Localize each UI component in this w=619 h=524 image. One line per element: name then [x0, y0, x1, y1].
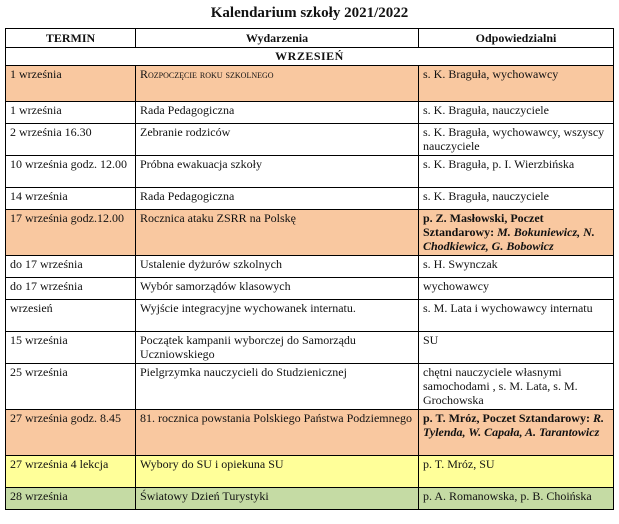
- responsible-cell: s. K. Braguła, wychowawcy, wszyscy nauczyciele: [419, 124, 614, 156]
- term-cell: 27 września 4 lekcja: [6, 456, 136, 488]
- table-row: [6, 124, 614, 156]
- event-cell: Próbna ewakuacja szkoły: [136, 156, 419, 188]
- responsible-cell: s. M. Lata i wychowawcy internatu: [419, 300, 614, 332]
- event-cell: 81. rocznica powstania Polskiego Państwa Podziemnego: [136, 410, 419, 456]
- event-cell: Rada Pedagogiczna: [136, 188, 419, 210]
- month-row: [6, 48, 614, 66]
- table-row: [6, 66, 614, 102]
- table-row: [6, 364, 614, 410]
- table-row: [6, 278, 614, 300]
- responsible-cell: [419, 410, 614, 456]
- month-label: WRZESIEŃ: [6, 48, 614, 66]
- term-cell: 2 września 16.30: [6, 124, 136, 156]
- term-cell: wrzesień: [6, 300, 136, 332]
- table-row: [6, 300, 614, 332]
- responsible-cell: wychowawcy: [419, 278, 614, 300]
- calendar-table: [5, 28, 614, 510]
- responsible-cell: chętni nauczyciele własnymi samochodami , s. M. Lata, s. M. Grochowska: [419, 364, 614, 410]
- table-row: [6, 410, 614, 456]
- term-cell: 14 września: [6, 188, 136, 210]
- color-guard-names: R. Tylenda, W. Capała, A. Tarantowicz: [423, 411, 604, 439]
- event-cell: Ustalenie dyżurów szkolnych: [136, 256, 419, 278]
- event-cell: Pielgrzymka nauczycieli do Studzienicznej: [136, 364, 419, 410]
- event-cell: Rocznica ataku ZSRR na Polskę: [136, 210, 419, 256]
- event-cell: Zebranie rodziców: [136, 124, 419, 156]
- term-cell: 1 września: [6, 66, 136, 102]
- header-events: Wydarzenia: [136, 29, 419, 48]
- responsible-cell: s. H. Swynczak: [419, 256, 614, 278]
- color-guard-names: M. Bokuniewicz, N. Chodkiewicz, G. Bobowicz: [423, 225, 595, 253]
- responsible-cell: [419, 210, 614, 256]
- event-cell: Rozpoczęcie roku szkolnego: [136, 66, 419, 102]
- term-cell: 25 września: [6, 364, 136, 410]
- responsible-cell: s. K. Braguła, nauczyciele: [419, 188, 614, 210]
- table-row: [6, 456, 614, 488]
- term-cell: 10 września godz. 12.00: [6, 156, 136, 188]
- term-cell: 28 września: [6, 488, 136, 510]
- event-cell: Wybór samorządów klasowych: [136, 278, 419, 300]
- header-row: [6, 29, 614, 48]
- event-cell: Wyjście integracyjne wychowanek internatu.: [136, 300, 419, 332]
- event-cell: Wybory do SU i opiekuna SU: [136, 456, 419, 488]
- responsible-cell: p. A. Romanowska, p. B. Choińska: [419, 488, 614, 510]
- header-term: TERMIN: [6, 29, 136, 48]
- table-row: [6, 188, 614, 210]
- table-row: [6, 210, 614, 256]
- responsible-cell: s. K. Braguła, nauczyciele: [419, 102, 614, 124]
- responsible-cell: p. T. Mróz, SU: [419, 456, 614, 488]
- term-cell: 15 września: [6, 332, 136, 364]
- table-row: [6, 156, 614, 188]
- term-cell: 17 września godz.12.00: [6, 210, 136, 256]
- table-row: [6, 256, 614, 278]
- event-cell: Światowy Dzień Turystyki: [136, 488, 419, 510]
- table-row: [6, 488, 614, 510]
- term-cell: do 17 września: [6, 256, 136, 278]
- event-cell: Początek kampanii wyborczej do Samorządu Uczniowskiego: [136, 332, 419, 364]
- event-cell: Rada Pedagogiczna: [136, 102, 419, 124]
- term-cell: 1 września: [6, 102, 136, 124]
- responsible-cell: s. K. Braguła, wychowawcy: [419, 66, 614, 102]
- table-row: [6, 332, 614, 364]
- responsible-lead: p. Z. Masłowski, Poczet Sztandarowy:: [423, 211, 544, 239]
- term-cell: do 17 września: [6, 278, 136, 300]
- responsible-cell: s. K. Braguła, p. I. Wierzbińska: [419, 156, 614, 188]
- header-responsible: Odpowiedzialni: [419, 29, 614, 48]
- table-row: [6, 102, 614, 124]
- responsible-lead: p. T. Mróz, Poczet Sztandarowy:: [423, 411, 593, 425]
- term-cell: 27 września godz. 8.45: [6, 410, 136, 456]
- document-title: Kalendarium szkoły 2021/2022: [210, 5, 409, 21]
- responsible-cell: SU: [419, 332, 614, 364]
